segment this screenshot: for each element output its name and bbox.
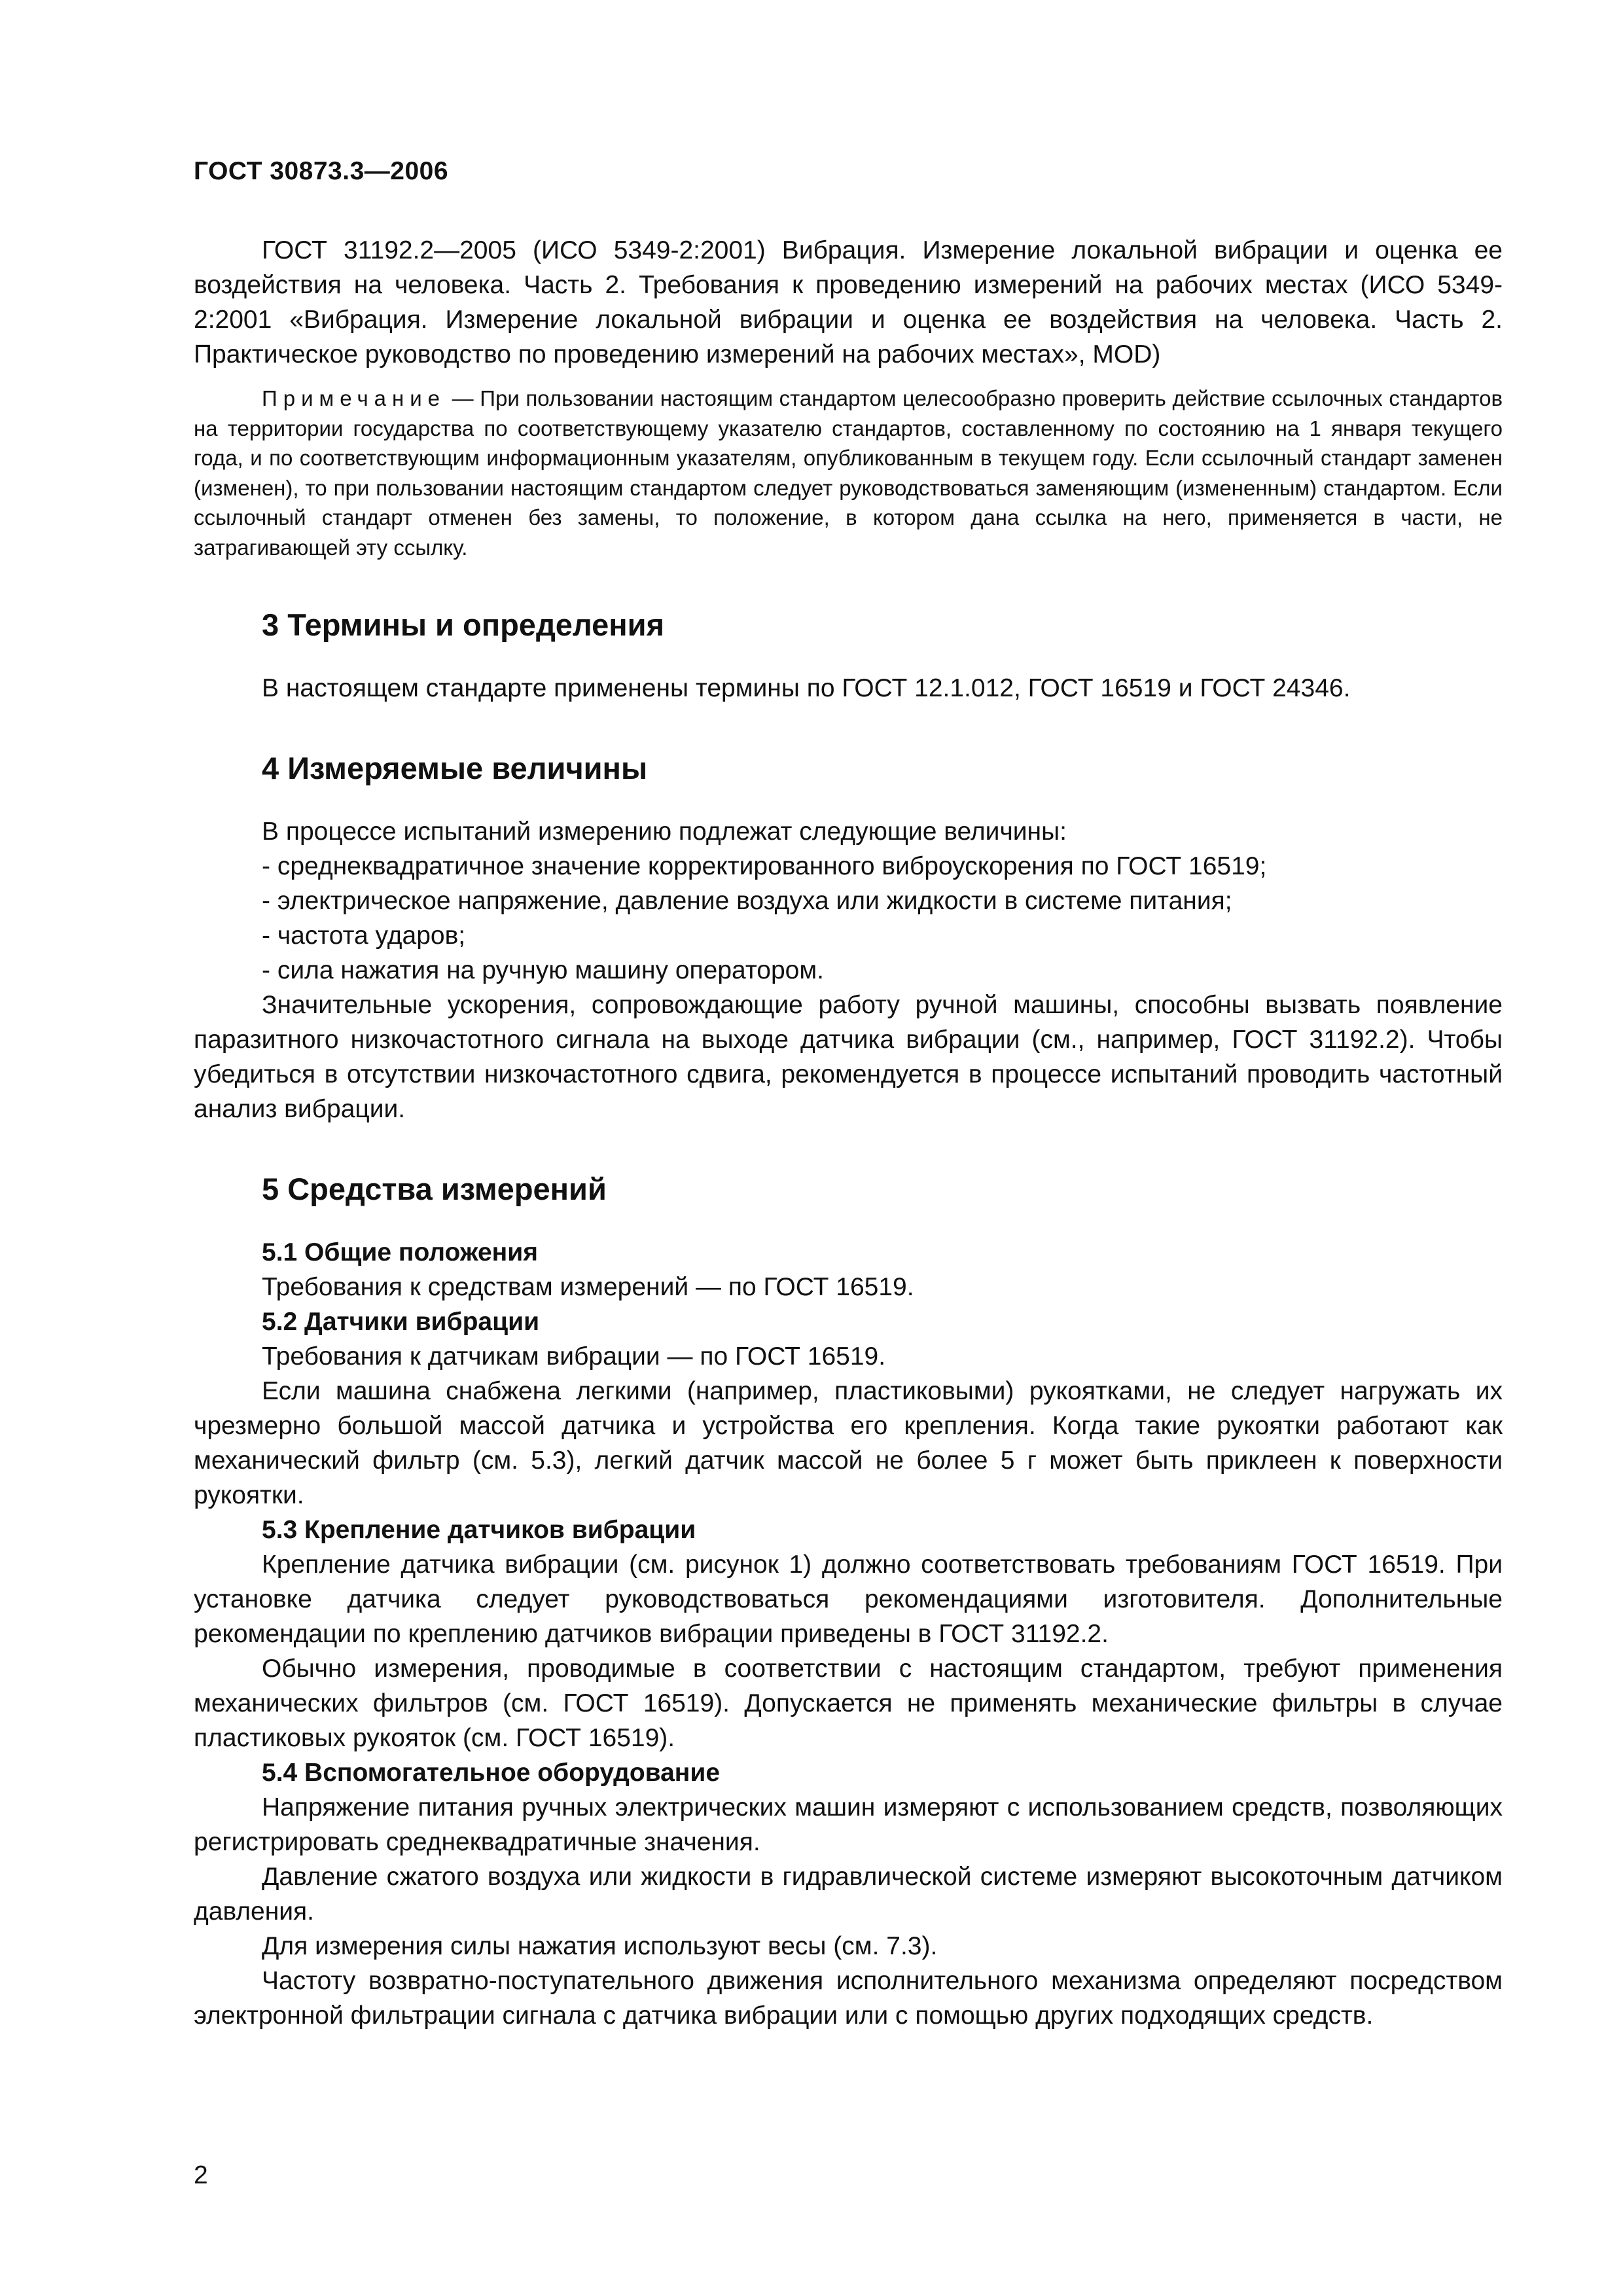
subsection-5-3-text-2: Обычно измерения, проводимые в соответствии с настоящим стандартом, требуют применения механических фильтров (см. ГОСТ 16519). Допускается не применять механические фильтры в случае пластиковых рукояток (см. ГОСТ 16519).	[194, 1655, 1503, 1752]
subsection-5-4-text-2: Давление сжатого воздуха или жидкости в гидравлической системе измеряют высокоточным датчиком давления.	[194, 1863, 1503, 1926]
page-header: ГОСТ 30873.3—2006	[194, 157, 449, 185]
reference-paragraph: ГОСТ 31192.2—2005 (ИСО 5349-2:2001) Вибрация. Измерение локальной вибрации и оценка ее воздействия на человека. Часть 2. Требования к проведению измерений на рабочих местах (ИСО 5349-2:2001 «Вибрация. Измерение локальной вибрации и оценка ее воздействия на человека. Часть 2. Практическое руководство по проведению измерений на рабочих местах», MOD)	[194, 236, 1503, 368]
subsection-5-3-text-1: Крепление датчика вибрации (см. рисунок 1) должно соответствовать требованиям ГОСТ 16519. При установке датчика следует руководствоваться рекомендациями изготовителя. Дополнительные рекомендации по креплению датчиков вибрации приведены в ГОСТ 31192.2.	[194, 1551, 1503, 1648]
note-paragraph	[194, 384, 1503, 562]
subsection-5-4-text-1: Напряжение питания ручных электрических машин измеряют с использованием средств, позволяющих регистрировать среднеквадратичные значения.	[194, 1793, 1503, 1856]
subsection-5-2-text-2: Если машина снабжена легкими (например, пластиковыми) рукоятками, не следует нагружать их чрезмерно большой массой датчика и устройства его крепления. Когда такие рукоятки работают как механический фильтр (см. 5.3), легкий датчик массой не более 5 г может быть приклеен к поверхности рукоятки.	[194, 1377, 1503, 1509]
section-3-title: 3 Термины и определения	[262, 607, 664, 642]
note-label: Примечание	[262, 386, 446, 410]
list-item: - электрическое напряжение, давление воздуха или жидкости в системе питания;	[262, 887, 1232, 915]
note-text: — При пользовании настоящим стандартом целесообразно проверить действие ссылочных стандартов на территории государства по соответствующему указателю стандартов, составленному по состоянию на 1 января текущего года, и по соответствующим информационным указателям, опубликованным в текущем году. Если ссылочный стандарт заменен (изменен), то при пользовании настоящим стандартом следует руководствоваться заменяющим (измененным) стандартом. Если ссылочный стандарт отменен без замены, то положение, в котором дана ссылка на него, применяется в части, не затрагивающей эту ссылку.	[194, 386, 1503, 560]
document-page	[194, 157, 1503, 2033]
subsection-5-4-text-4: Частоту возвратно-поступательного движения исполнительного механизма определяют посредством электронной фильтрации сигнала с датчика вибрации или с помощью других подходящих средств.	[194, 1967, 1503, 2030]
list-item: - сила нажатия на ручную машину оператором.	[262, 956, 825, 984]
section-5-title: 5 Средства измерений	[262, 1172, 607, 1206]
page-number: 2	[194, 2161, 208, 2189]
section-4-intro: В процессе испытаний измерению подлежат следующие величины:	[262, 817, 1067, 846]
section-4-paragraph: Значительные ускорения, сопровождающие работу ручной машины, способны вызвать появление паразитного низкочастотного сигнала на выходе датчика вибрации (см., например, ГОСТ 31192.2). Чтобы убедиться в отсутствии низкочастотного сдвига, рекомендуется в процессе испытаний проводить частотный анализ вибрации.	[194, 991, 1503, 1123]
list-item: - среднеквадратичное значение корректированного виброускорения по ГОСТ 16519;	[262, 852, 1267, 880]
subsection-5-3-title: 5.3 Крепление датчиков вибрации	[262, 1516, 696, 1544]
section-4-title: 4 Измеряемые величины	[262, 751, 648, 785]
subsection-5-4-title: 5.4 Вспомогательное оборудование	[262, 1759, 721, 1787]
subsection-5-1-text: Требования к средствам измерений — по ГОСТ 16519.	[262, 1273, 914, 1301]
subsection-5-2-title: 5.2 Датчики вибрации	[262, 1308, 540, 1336]
subsection-5-1-title: 5.1 Общие положения	[262, 1238, 538, 1266]
subsection-5-2-text-1: Требования к датчикам вибрации — по ГОСТ 16519.	[262, 1342, 886, 1371]
subsection-5-4-text-3: Для измерения силы нажатия используют весы (см. 7.3).	[262, 1932, 938, 1960]
section-3-text: В настоящем стандарте применены термины по ГОСТ 12.1.012, ГОСТ 16519 и ГОСТ 24346.	[262, 674, 1351, 702]
list-item: - частота ударов;	[262, 922, 466, 950]
